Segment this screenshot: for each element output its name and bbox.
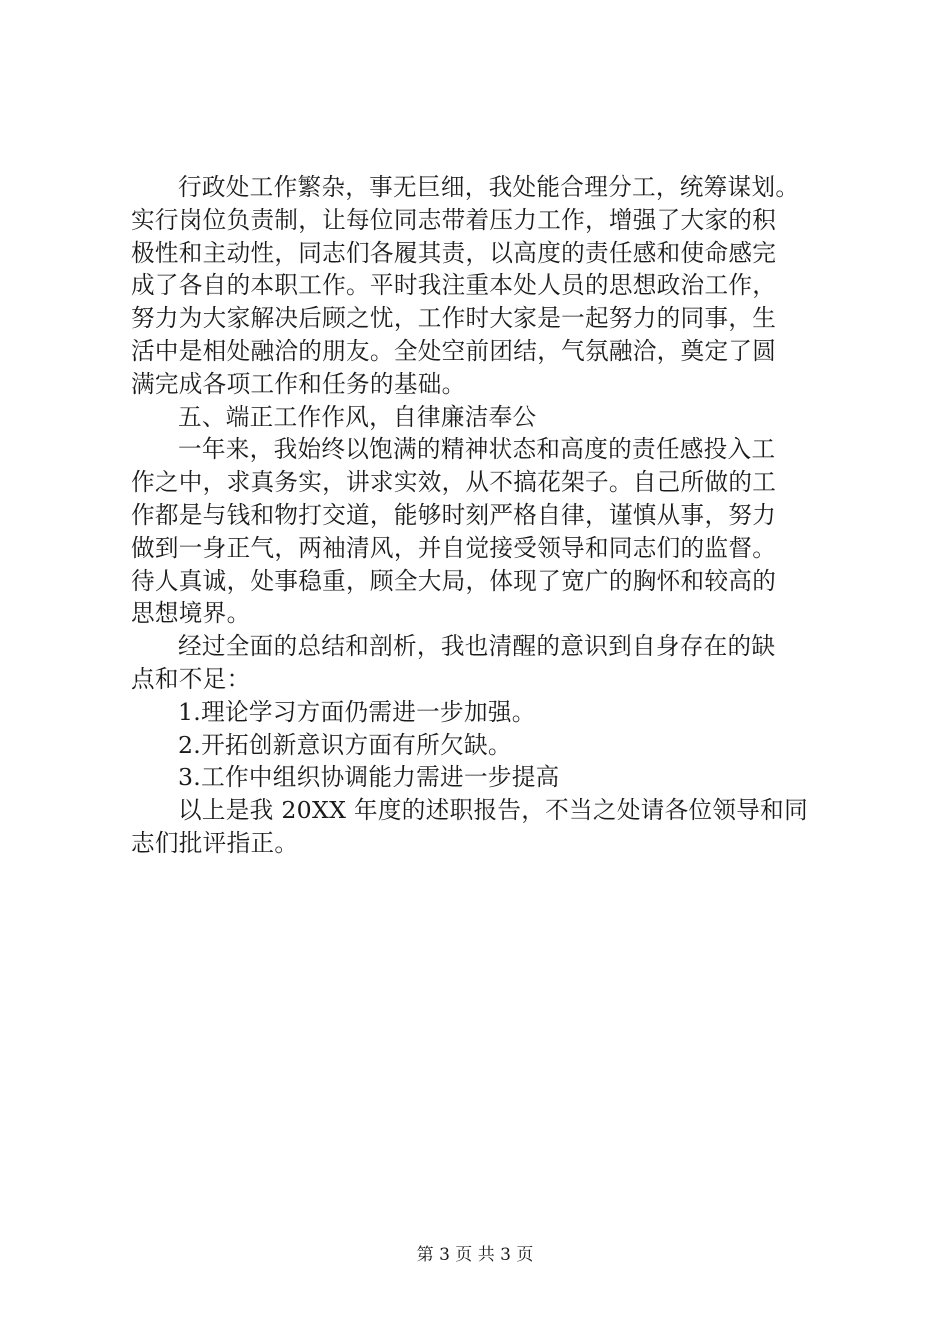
paragraph-line: 成了各自的本职工作。平时我注重本处人员的思想政治工作， xyxy=(131,271,777,300)
page-number-label: 第 3 页 共 3 页 xyxy=(416,1245,534,1265)
paragraph-line: 待人真诚，处事稳重，顾全大局，体现了宽广的胸怀和较高的 xyxy=(131,566,777,595)
paragraph-line: 作之中，求真务实，讲求实效，从不搞花架子。自己所做的工 xyxy=(131,468,777,497)
list-item: 1.理论学习方面仍需进一步加强。 xyxy=(178,697,536,726)
paragraph-line: 作都是与钱和物打交道，能够时刻严格自律，谨慎从事，努力 xyxy=(131,500,777,529)
paragraph-line: 实行岗位负责制，让每位同志带着压力工作，增强了大家的积 xyxy=(131,205,777,234)
paragraph-line: 做到一身正气，两袖清风，并自觉接受领导和同志们的监督。 xyxy=(131,533,777,562)
page-footer xyxy=(0,1244,950,1266)
paragraph-line: 行政处工作繁杂，事无巨细，我处能合理分工，统筹谋划。 xyxy=(178,173,800,201)
section-heading: 五、端正工作作风，自律廉洁奉公 xyxy=(178,402,537,431)
document-body xyxy=(131,171,837,860)
paragraph-line: 思想境界。 xyxy=(131,599,251,628)
list-item: 2.开拓创新意识方面有所欠缺。 xyxy=(178,730,512,759)
paragraph-line: 经过全面的总结和剖析，我也清醒的意识到自身存在的缺 xyxy=(178,632,776,661)
paragraph-line: 极性和主动性，同志们各履其责，以高度的责任感和使命感完 xyxy=(131,238,777,267)
paragraph-line: 活中是相处融洽的朋友。全处空前团结，气氛融洽，奠定了圆 xyxy=(131,336,777,365)
paragraph-line: 一年来，我始终以饱满的精神状态和高度的责任感投入工 xyxy=(178,435,776,464)
paragraph-line: 以上是我 20XX 年度的述职报告，不当之处请各位领导和同 xyxy=(178,796,808,825)
paragraph-line: 志们批评指正。 xyxy=(131,828,299,857)
paragraph-line: 满完成各项工作和任务的基础。 xyxy=(131,369,466,398)
list-item: 3.工作中组织协调能力需进一步提高 xyxy=(178,763,560,792)
paragraph-line: 点和不足： xyxy=(131,664,251,693)
paragraph-line: 努力为大家解决后顾之忧，工作时大家是一起努力的同事，生 xyxy=(131,304,777,333)
